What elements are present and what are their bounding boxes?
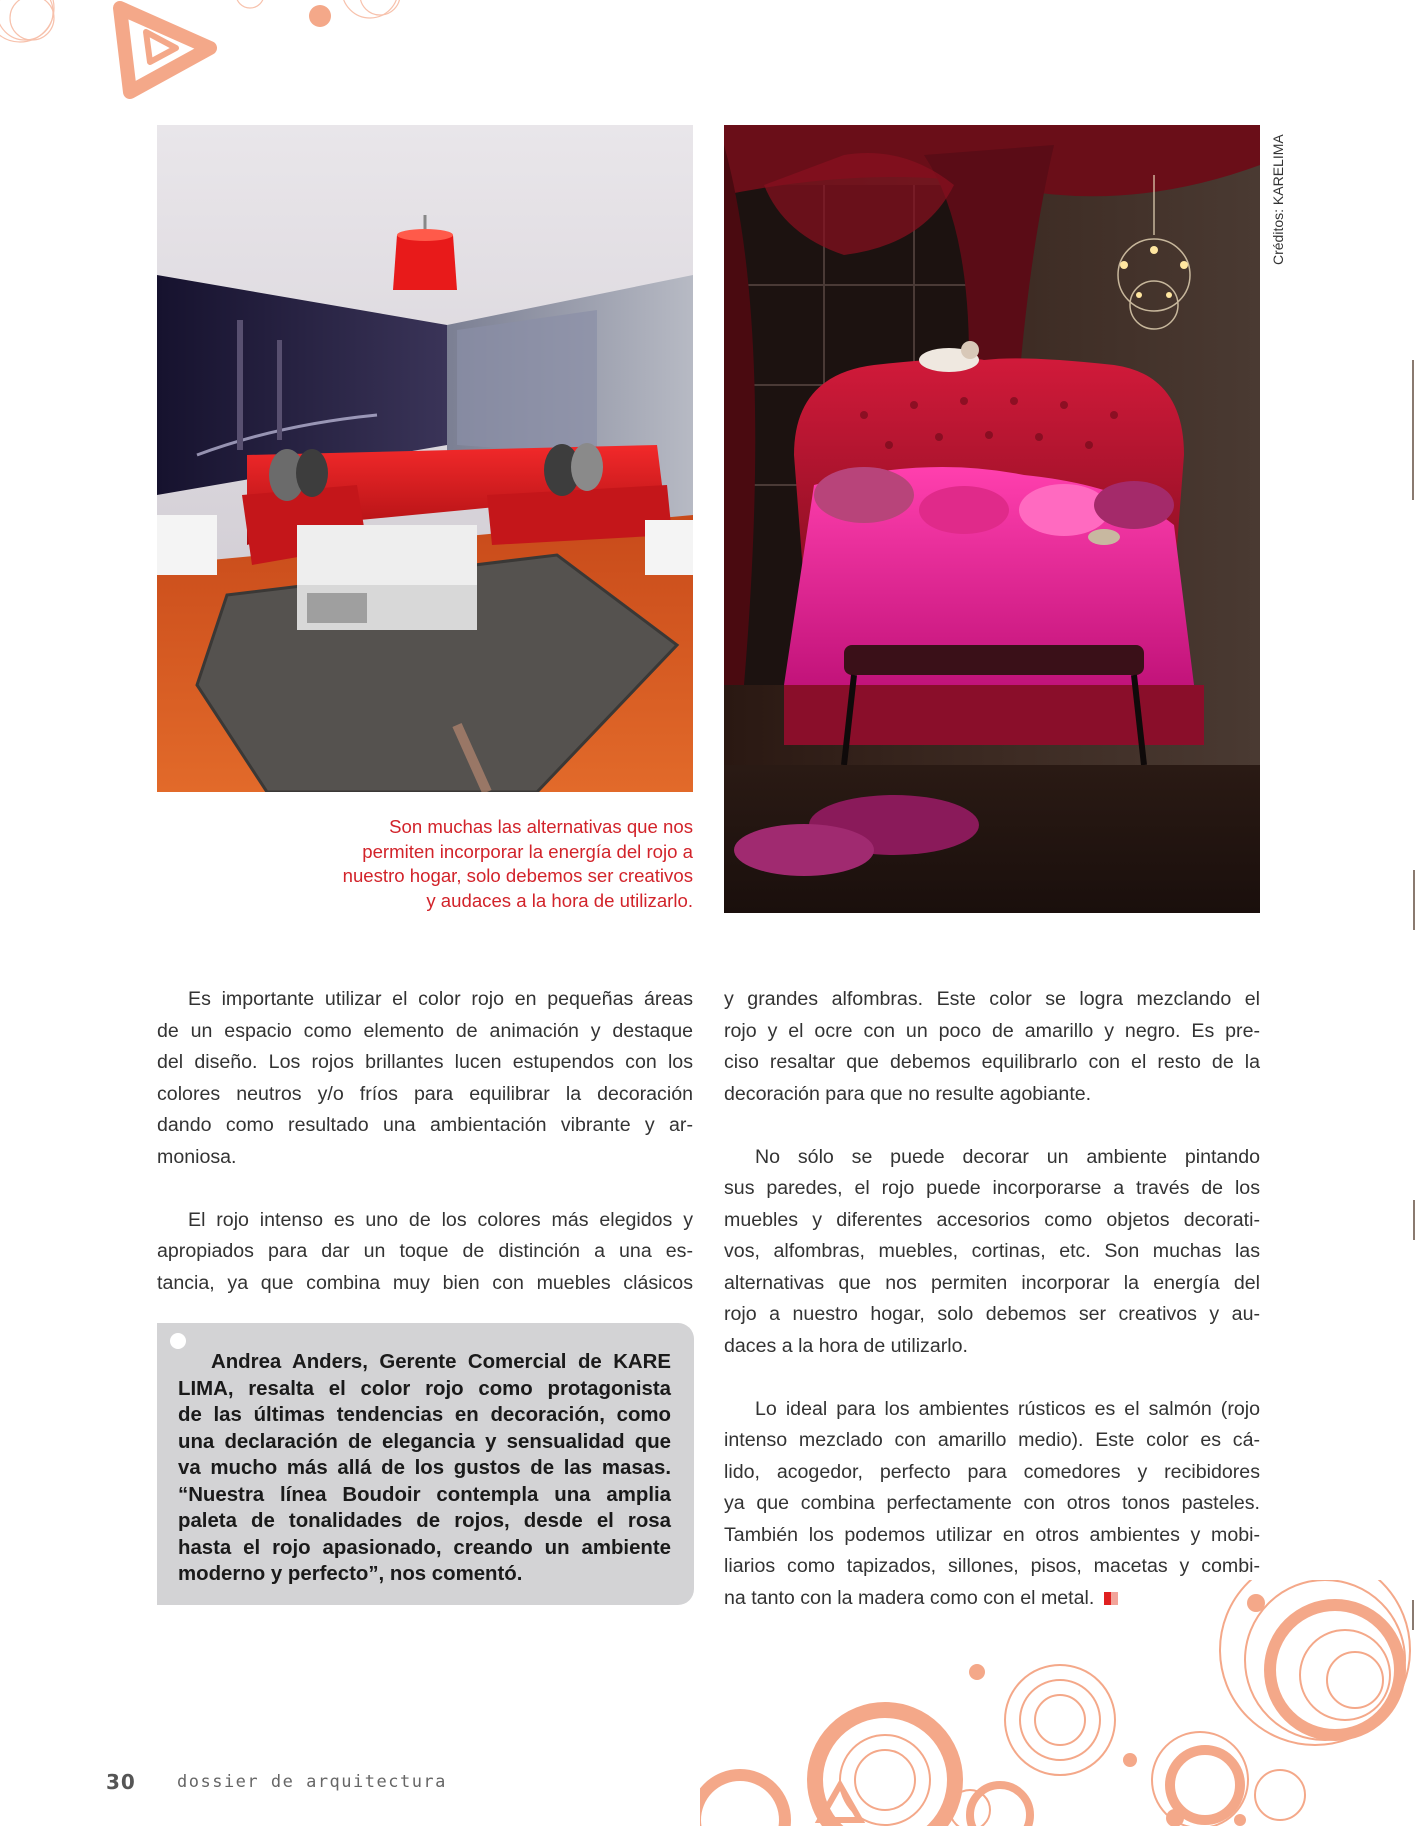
text-line: No sólo se puede decorar un ambiente pintando [755, 1145, 1260, 1168]
quote-line: va mucho más allá de los gustos de las masas. [178, 1457, 671, 1479]
paragraph [157, 984, 693, 1173]
decorative-circles [700, 1580, 1417, 1826]
text-line: decoración para que no resulte agobiante. [724, 1082, 1092, 1105]
text-line: alternativas que nos permiten incorporar la energía del [724, 1271, 1260, 1294]
bedroom-photo [724, 125, 1260, 913]
text-line: de un espacio como elemento de animación y destaque [157, 1019, 693, 1042]
text-line: También los podemos utilizar en otros ambientes y mobi- [724, 1523, 1260, 1546]
text-line: lido, acogedor, perfecto para comedores y recibidores [724, 1460, 1260, 1483]
text-line: ya que combina perfectamente con otros tonos pasteles. [724, 1492, 1260, 1514]
text-line: El rojo intenso es uno de los colores más elegidos y [188, 1208, 693, 1231]
last-line-text: na tanto con la madera como con el metal. [724, 1586, 1095, 1609]
quote-line: de las últimas tendencias en decoración, como [178, 1404, 671, 1426]
text-line: rojo y el ocre con un poco de amarillo y negro. Es pre- [724, 1019, 1260, 1042]
text-line: Es importante utilizar el color rojo en pequeñas áreas [188, 988, 693, 1010]
paragraph [724, 984, 1260, 1110]
page-number: 30 [106, 1770, 136, 1794]
caption-line: permiten incorporar la energía del rojo a [362, 840, 693, 862]
caption-line: y audaces a la hora de utilizarlo. [426, 889, 693, 911]
quote-line: Andrea Anders, Gerente Comercial de KARE [211, 1351, 671, 1373]
quote-line: LIMA, resalta el color rojo como protagonista [178, 1377, 671, 1400]
text-line: vos, alfombras, muebles, cortinas, etc. Son muchas las [724, 1240, 1260, 1262]
text-line: liarios como tapizados, sillones, pisos, macetas y combi- [724, 1555, 1260, 1577]
magazine-name: dossier de arquitectura [177, 1772, 447, 1792]
quote-line: moderno y perfecto”, nos comentó. [178, 1563, 523, 1585]
article-column-left [157, 984, 693, 1299]
text-line: colores neutros y/o fríos para equilibrar la decoración [157, 1082, 693, 1105]
text-line: moniosa. [157, 1145, 237, 1168]
text-line: Lo ideal para los ambientes rústicos es el salmón (rojo [755, 1397, 1260, 1420]
photo-credit: Créditos: KARELIMA [1270, 134, 1286, 265]
caption-line: nuestro hogar, solo debemos ser creativos [342, 865, 693, 886]
paragraph [157, 1205, 693, 1300]
pull-quote-text [178, 1349, 671, 1588]
text-line: dando como resultado una ambientación vibrante y ar- [157, 1114, 693, 1136]
article-column-right [724, 984, 1260, 1614]
decorative-play-logo [0, 0, 460, 110]
quote-line: una declaración de elegancia y sensualidad que [178, 1430, 671, 1453]
page-edge-marks [1410, 0, 1417, 1826]
text-line: del diseño. Los rojos brillantes lucen estupendos con los [157, 1051, 693, 1073]
text-line: apropiados para dar un toque de distinción a una es- [157, 1240, 693, 1262]
caption-line: Son muchas las alternativas que nos [389, 816, 693, 837]
text-line: muebles y diferentes accesorios como objetos decorati- [724, 1208, 1260, 1231]
text-line: intenso mezclado con amarillo medio). Este color es cá- [724, 1429, 1260, 1451]
quote-bullet-icon [170, 1333, 186, 1349]
text-line: sus paredes, el rojo puede incorporarse a través de los [724, 1177, 1260, 1199]
quote-line: “Nuestra línea Boudoir contempla una amplia [178, 1483, 671, 1506]
text-line: tancia, ya que combina muy bien con muebles clásicos [157, 1271, 693, 1294]
paragraph [724, 1142, 1260, 1363]
text-line: rojo a nuestro hogar, solo debemos ser creativos y au- [724, 1303, 1260, 1325]
quote-line: hasta el rojo apasionado, creando un ambiente [178, 1536, 671, 1559]
text-line: daces a la hora de utilizarlo. [724, 1334, 968, 1357]
text-line: y grandes alfombras. Este color se logra mezclando el [724, 988, 1260, 1010]
living-room-photo [157, 125, 693, 792]
photo-caption [300, 815, 693, 913]
text-line: ciso resaltar que debemos equilibrarlo con el resto de la [724, 1051, 1260, 1073]
quote-line: paleta de tonalidades de rojos, desde el rosa [178, 1510, 671, 1532]
